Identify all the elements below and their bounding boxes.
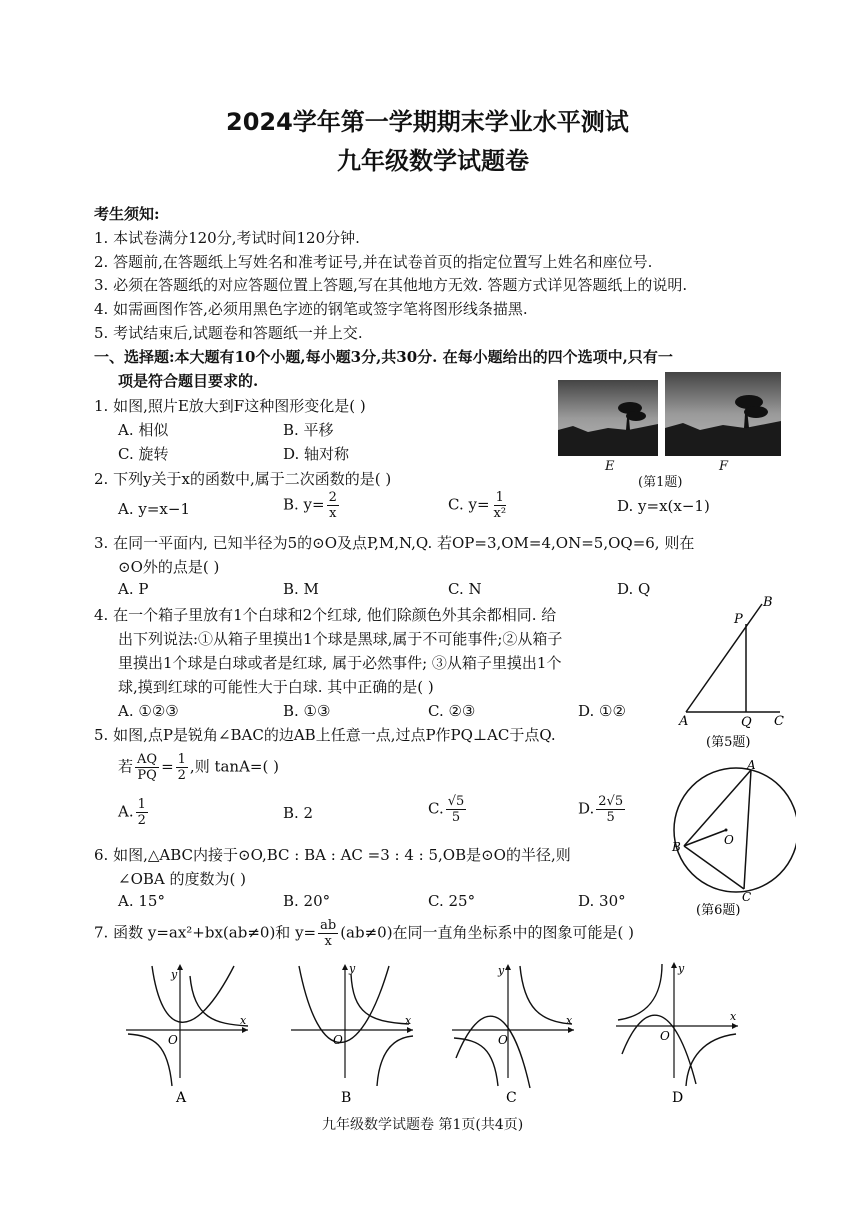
notice-item: 5. 考试结束后,试题卷和答题纸一并上交. [94, 324, 363, 342]
q6-stem-cont: ∠OBA 的度数为( ) [118, 870, 246, 888]
fraction: $\frac{1}{\text{x²}}$ [493, 490, 507, 521]
label-p: P [734, 612, 743, 627]
page-footer: 九年级数学试题卷 第1页(共4页) [322, 1117, 524, 1133]
q1-option-c: C. 旋转 [118, 445, 169, 463]
q2-option-d: D. y=x(x−1) [617, 497, 710, 515]
landscape-image-enlarged [665, 372, 781, 456]
label-a: A [679, 714, 689, 729]
q2-option-b: B. y= $\frac{2}{x}$ [283, 490, 337, 521]
q1-figure-caption: (第1题) [638, 475, 683, 490]
label-q: Q [741, 715, 752, 730]
fraction: $\frac{AQ}{PQ}$ [137, 752, 158, 783]
q2-option-a: A. y=x−1 [118, 500, 190, 518]
q5-option-a: A. $\frac{1}{2}$ [118, 797, 146, 828]
center-point [725, 829, 728, 832]
line-ab [686, 604, 762, 712]
section-heading: 一、选择题:本大题有10个小题,每小题3分,共30分. 在每小题给出的四个选项中,只有一 [94, 348, 673, 366]
photo-e-label: E [605, 459, 615, 474]
svg-text:x: x [405, 1014, 412, 1027]
graph-c-label: C [506, 1090, 517, 1106]
svg-text:y: y [678, 962, 685, 975]
q4-option-a: A. ①②③ [118, 702, 179, 720]
hyperbola-branch [520, 966, 572, 1024]
parabola [299, 966, 389, 1043]
q4-stem-cont: 球,摸到红球的可能性大于白球. 其中正确的是( ) [118, 678, 434, 696]
svg-text:x: x [730, 1010, 737, 1023]
fraction: $\frac{√5}{5}$ [447, 794, 465, 825]
label-b: B [672, 840, 681, 854]
q1-option-d: D. 轴对称 [283, 445, 350, 463]
graph-d [614, 958, 744, 1108]
notice-heading: 考生须知: [94, 205, 160, 223]
notice-item: 1. 本试卷满分120分,考试时间120分钟. [94, 229, 360, 247]
notice-item: 4. 如需画图作答,必须用黑色字迹的钢笔或签字笔将图形线条描黑. [94, 300, 528, 318]
svg-text:y: y [498, 964, 505, 977]
graph-a [124, 958, 254, 1108]
circle-o [674, 768, 796, 892]
line-ab [684, 770, 751, 846]
fraction: $\frac{2}{x}$ [328, 490, 337, 521]
svg-text:x: x [240, 1014, 247, 1027]
photo-e [558, 380, 658, 456]
q4-option-c: C. ②③ [428, 702, 476, 720]
svg-text:O: O [498, 1033, 508, 1047]
graph-a-label: A [176, 1090, 187, 1106]
q4-stem-cont: 出下列说法:①从箱子里摸出1个球是黑球,属于不可能事件;②从箱子 [118, 630, 563, 648]
figure-6-circle [666, 758, 796, 920]
parabola [456, 1016, 530, 1088]
label-a: A [747, 758, 756, 772]
hyperbola-branch [128, 1034, 172, 1086]
figure-6-caption: (第6题) [696, 903, 741, 918]
svg-text:x: x [566, 1014, 573, 1027]
q4-option-b: B. ①③ [283, 702, 331, 720]
q3-stem: 3. 在同一平面内, 已知半径为5的⊙O及点P,M,N,Q. 若OP=3,OM=4,ON=5,OQ=6, 则在 [94, 534, 695, 552]
figure-5-triangle [670, 590, 790, 750]
q6-option-c: C. 25° [428, 892, 476, 910]
q5-option-c: C. $\frac{√5}{5}$ [428, 794, 465, 825]
label-o: O [724, 833, 734, 847]
q4-stem-cont: 里摸出1个球是白球或者是红球, 属于必然事件; ③从箱子里摸出1个 [118, 654, 562, 672]
fraction: $\frac{ab}{x}$ [320, 918, 337, 949]
q3-option-b: B. M [283, 580, 319, 598]
notice-item: 2. 答题前,在答题纸上写姓名和准考证号,并在试卷首页的指定位置写上姓名和座位号. [94, 253, 653, 271]
q6-stem: 6. 如图,△ABC内接于⊙O,BC : BA : AC =3 : 4 : 5,OB是⊙O的半径,则 [94, 846, 571, 864]
label-c: C [774, 714, 784, 729]
svg-text:y: y [171, 968, 178, 981]
q5-option-d: D. $\frac{2√5}{5}$ [578, 794, 624, 825]
landscape-image [558, 380, 658, 456]
svg-text:O: O [660, 1029, 670, 1043]
q6-option-a: A. 15° [118, 892, 165, 910]
line-bc [684, 846, 744, 889]
photo-f-label: F [719, 459, 729, 474]
q3-option-d: D. Q [617, 580, 651, 598]
graph-d-label: D [672, 1090, 684, 1106]
fraction: $\frac{2√5}{5}$ [598, 794, 624, 825]
label-c: C [742, 890, 752, 904]
q3-option-a: A. P [118, 580, 149, 598]
hyperbola-branch [618, 964, 662, 1020]
q4-stem: 4. 在一个箱子里放有1个白球和2个红球, 他们除颜色外其余都相同. 给 [94, 606, 557, 624]
hyperbola-branch [454, 1038, 498, 1086]
q6-option-d: D. 30° [578, 892, 626, 910]
graph-b-label: B [341, 1090, 352, 1106]
q4-option-d: D. ①② [578, 702, 626, 720]
photo-f [665, 372, 781, 456]
hyperbola-branch [377, 1036, 413, 1086]
fraction: $\frac{1}{2}$ [137, 797, 146, 828]
exam-subtitle: 九年级数学试题卷 [337, 147, 529, 175]
hyperbola-branch [686, 1034, 736, 1086]
svg-text:y: y [349, 962, 356, 975]
graph-c [450, 958, 580, 1108]
fraction: $\frac{1}{2}$ [177, 752, 186, 783]
label-b: B [763, 595, 773, 610]
section-heading-cont: 项是符合题目要求的. [118, 372, 259, 390]
q3-option-c: C. N [448, 580, 482, 598]
q1-option-a: A. 相似 [118, 421, 169, 439]
q1-stem: 1. 如图,照片E放大到F这种图形变化是( ) [94, 397, 366, 415]
q5-stem: 5. 如图,点P是锐角∠BAC的边AB上任意一点,过点P作PQ⊥AC于点Q. [94, 726, 556, 744]
q2-option-c: C. y= $\frac{1}{\text{x²}}$ [448, 490, 507, 521]
q5-stem-cont: 若 $\frac{AQ}{PQ}$ = $\frac{1}{2}$ ,则 tanA=( ) [118, 752, 279, 783]
q2-stem: 2. 下列y关于x的函数中,属于二次函数的是( ) [94, 470, 392, 488]
hyperbola-branch [351, 974, 409, 1024]
line-ac [744, 770, 751, 889]
exam-title: 2024学年第一学期期末学业水平测试 [226, 108, 629, 136]
q7-stem: 7. 函数 y=ax²+bx(ab≠0)和 y= $\frac{ab}{x}$ (ab≠0)在同一直角坐标系中的图象可能是( ) [94, 918, 635, 949]
svg-text:O: O [168, 1033, 178, 1047]
svg-text:O: O [333, 1033, 343, 1047]
q6-option-b: B. 20° [283, 892, 331, 910]
notice-item: 3. 必须在答题纸的对应答题位置上答题,写在其他地方无效. 答题方式详见答题纸上的说明. [94, 276, 688, 294]
figure-5-caption: (第5题) [706, 735, 751, 750]
q1-option-b: B. 平移 [283, 421, 334, 439]
graph-b [289, 958, 419, 1108]
q5-option-b: B. 2 [283, 804, 314, 822]
q3-stem-cont: ⊙O外的点是( ) [118, 558, 220, 576]
